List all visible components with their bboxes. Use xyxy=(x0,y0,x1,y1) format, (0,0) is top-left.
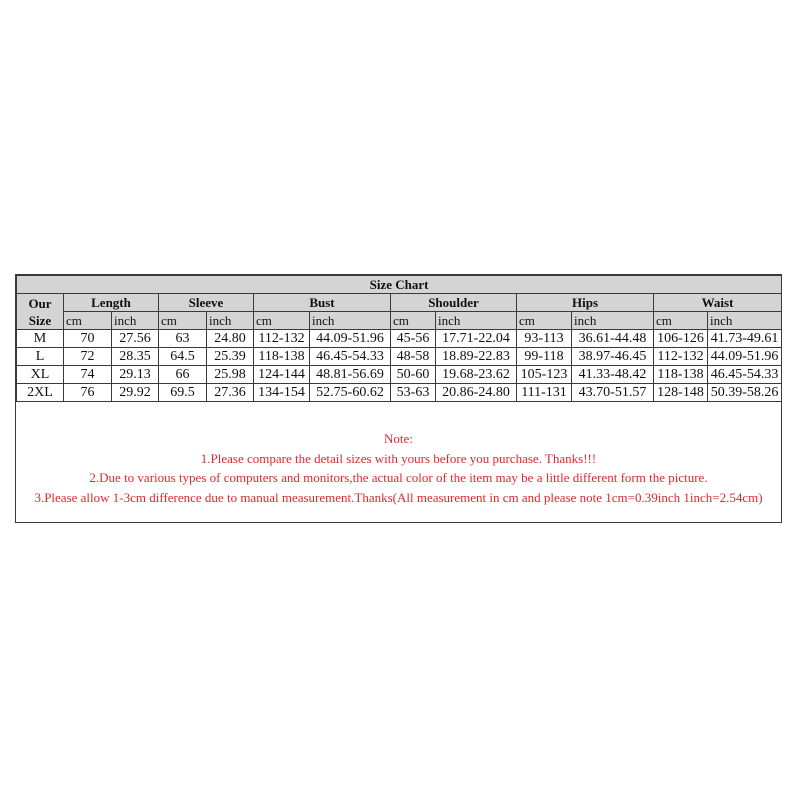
table-cell: 41.73-49.61 xyxy=(708,330,782,348)
table-cell: 69.5 xyxy=(159,384,207,402)
group-header-waist: Waist xyxy=(654,294,782,312)
table-cell: 66 xyxy=(159,366,207,384)
table-cell: 28.35 xyxy=(112,348,159,366)
table-cell: 111-131 xyxy=(517,384,572,402)
unit-header: cm xyxy=(391,312,436,330)
notes-section xyxy=(16,429,781,507)
table-row xyxy=(17,330,782,348)
table-cell: 41.33-48.42 xyxy=(572,366,654,384)
group-header-shoulder: Shoulder xyxy=(391,294,517,312)
size-chart-table xyxy=(16,275,782,402)
table-cell: 27.56 xyxy=(112,330,159,348)
table-cell: 134-154 xyxy=(254,384,310,402)
table-cell: 118-138 xyxy=(254,348,310,366)
unit-header: cm xyxy=(654,312,708,330)
table-cell: 24.80 xyxy=(207,330,254,348)
size-label: XL xyxy=(17,366,64,384)
unit-header: inch xyxy=(112,312,159,330)
table-cell: 105-123 xyxy=(517,366,572,384)
note-line-1: 1.Please compare the detail sizes with yours before you purchase. Thanks!!! xyxy=(200,450,597,466)
table-cell: 18.89-22.83 xyxy=(436,348,517,366)
table-cell: 48.81-56.69 xyxy=(310,366,391,384)
unit-header: cm xyxy=(254,312,310,330)
unit-header: inch xyxy=(572,312,654,330)
table-cell: 93-113 xyxy=(517,330,572,348)
unit-header: cm xyxy=(159,312,207,330)
table-row xyxy=(17,348,782,366)
unit-header: inch xyxy=(708,312,782,330)
group-header-bust: Bust xyxy=(254,294,391,312)
table-cell: 118-138 xyxy=(654,366,708,384)
size-header-line2: Size xyxy=(28,312,52,328)
note-line-2: 2.Due to various types of computers and monitors,the actual color of the item may be a little different form the picture. xyxy=(89,470,708,485)
table-cell: 52.75-60.62 xyxy=(310,384,391,402)
table-cell: 74 xyxy=(64,366,112,384)
size-label: 2XL xyxy=(17,384,64,402)
table-cell: 106-126 xyxy=(654,330,708,348)
unit-header: cm xyxy=(517,312,572,330)
table-cell: 70 xyxy=(64,330,112,348)
group-header-sleeve: Sleeve xyxy=(159,294,254,312)
size-label: L xyxy=(17,348,64,366)
table-cell: 45-56 xyxy=(391,330,436,348)
table-cell: 50.39-58.26 xyxy=(708,384,782,402)
table-cell: 53-63 xyxy=(391,384,436,402)
table-cell: 17.71-22.04 xyxy=(436,330,517,348)
table-cell: 43.70-51.57 xyxy=(572,384,654,402)
table-cell: 50-60 xyxy=(391,366,436,384)
unit-header: inch xyxy=(207,312,254,330)
table-cell: 63 xyxy=(159,330,207,348)
table-cell: 44.09-51.96 xyxy=(708,348,782,366)
group-header-hips: Hips xyxy=(517,294,654,312)
size-column-header xyxy=(17,294,64,330)
unit-header: cm xyxy=(64,312,112,330)
table-cell: 44.09-51.96 xyxy=(310,330,391,348)
table-cell: 27.36 xyxy=(207,384,254,402)
unit-header: inch xyxy=(310,312,391,330)
table-cell: 72 xyxy=(64,348,112,366)
group-header-length: Length xyxy=(64,294,159,312)
table-cell: 25.39 xyxy=(207,348,254,366)
table-cell: 128-148 xyxy=(654,384,708,402)
table-cell: 48-58 xyxy=(391,348,436,366)
table-row xyxy=(17,384,782,402)
table-cell: 112-132 xyxy=(254,330,310,348)
size-chart xyxy=(15,274,782,523)
unit-header: inch xyxy=(436,312,517,330)
table-cell: 20.86-24.80 xyxy=(436,384,517,402)
table-cell: 38.97-46.45 xyxy=(572,348,654,366)
chart-title: Size Chart xyxy=(17,276,782,294)
table-cell: 76 xyxy=(64,384,112,402)
table-cell: 99-118 xyxy=(517,348,572,366)
table-cell: 29.13 xyxy=(112,366,159,384)
table-cell: 46.45-54.33 xyxy=(708,366,782,384)
table-cell: 29.92 xyxy=(112,384,159,402)
table-cell: 64.5 xyxy=(159,348,207,366)
size-label: M xyxy=(17,330,64,348)
table-cell: 25.98 xyxy=(207,366,254,384)
size-header-line1: Our xyxy=(28,295,52,311)
table-row xyxy=(17,366,782,384)
notes-heading: Note: xyxy=(384,431,413,446)
table-cell: 124-144 xyxy=(254,366,310,384)
note-line-3: 3.Please allow 1-3cm difference due to manual measurement.Thanks(All measurement in cm and please note 1cm=0.39inch 1inch=2.54cm) xyxy=(34,489,763,505)
table-cell: 19.68-23.62 xyxy=(436,366,517,384)
table-cell: 112-132 xyxy=(654,348,708,366)
table-cell: 46.45-54.33 xyxy=(310,348,391,366)
table-cell: 36.61-44.48 xyxy=(572,330,654,348)
